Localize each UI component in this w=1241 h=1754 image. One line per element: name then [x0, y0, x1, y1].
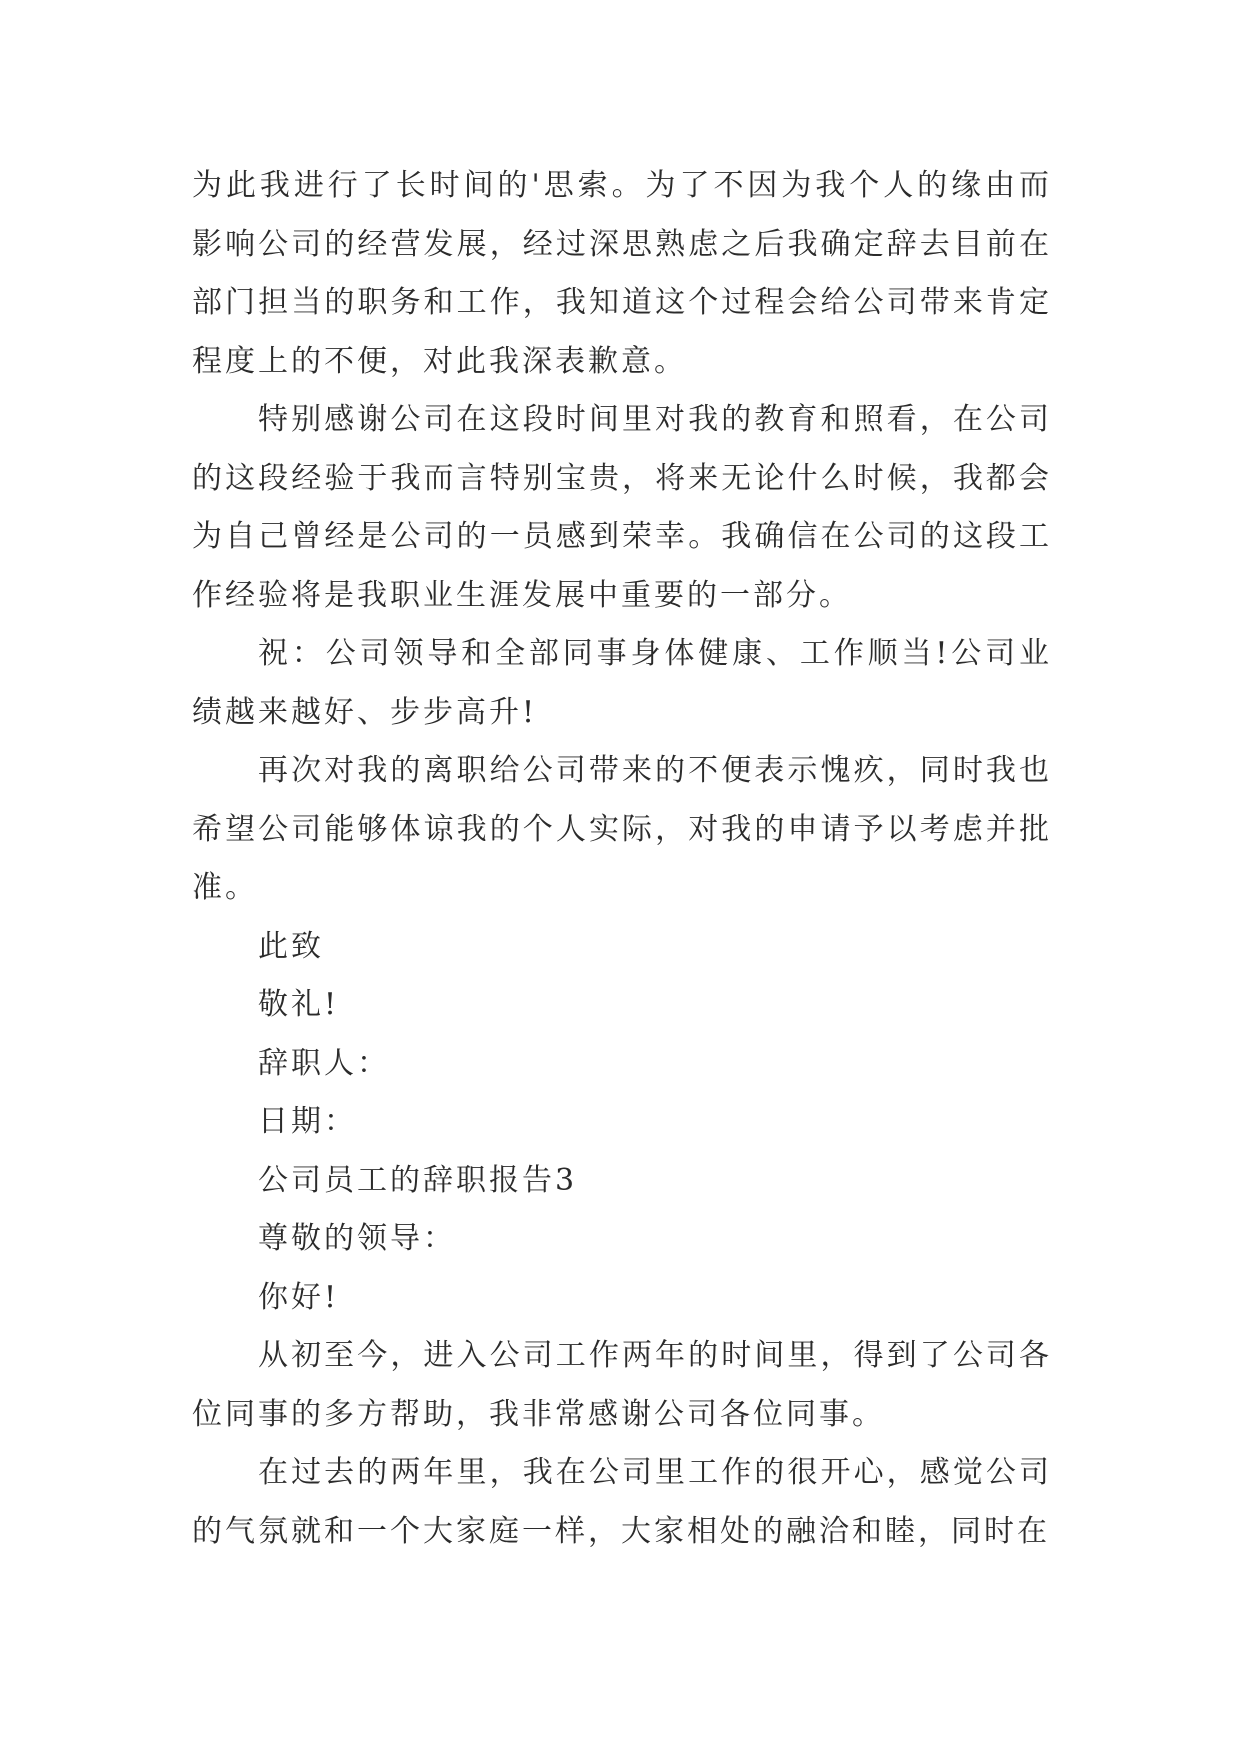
signature-line: 辞职人：	[258, 1045, 390, 1081]
document-body	[192, 157, 1052, 1561]
paragraph-wishes: 祝：公司领导和全部同事身体健康、工作顺当!公司业绩越来越好、步步高升!	[192, 636, 1052, 730]
closing-salutation: 此致	[258, 928, 324, 964]
paragraph-intro: 从初至今，进入公司工作两年的时间里，得到了公司各位同事的多方帮助，我非常感谢公司各位同事。	[192, 1338, 1052, 1432]
section-title: 公司员工的辞职报告3	[258, 1162, 578, 1198]
paragraph-reason: 为此我进行了长时间的'思索。为了不因为我个人的缘由而影响公司的经营发展，经过深思熟虑之后我确定辞去目前在部门担当的职务和工作，我知道这个过程会给公司带来肯定程度上的不便，对此我深表歉意。	[192, 168, 1052, 379]
greeting-hello: 你好!	[258, 1279, 340, 1315]
closing-regards: 敬礼!	[258, 987, 340, 1022]
date-line: 日期：	[258, 1104, 357, 1139]
paragraph-past-years: 在过去的两年里，我在公司里工作的很开心，感觉公司的气氛就和一个大家庭一样，大家相处的融洽和睦，同时在	[192, 1455, 1052, 1549]
greeting-addressee: 尊敬的领导：	[258, 1221, 456, 1256]
paragraph-apology: 再次对我的离职给公司带来的不便表示愧疚，同时我也希望公司能够体谅我的个人实际，对我的申请予以考虑并批准。	[192, 753, 1052, 905]
paragraph-thanks: 特别感谢公司在这段时间里对我的教育和照看，在公司的这段经验于我而言特别宝贵，将来无论什么时候，我都会为自己曾经是公司的一员感到荣幸。我确信在公司的这段工作经验将是我职业生涯发展中重要的一部分。	[192, 402, 1052, 613]
